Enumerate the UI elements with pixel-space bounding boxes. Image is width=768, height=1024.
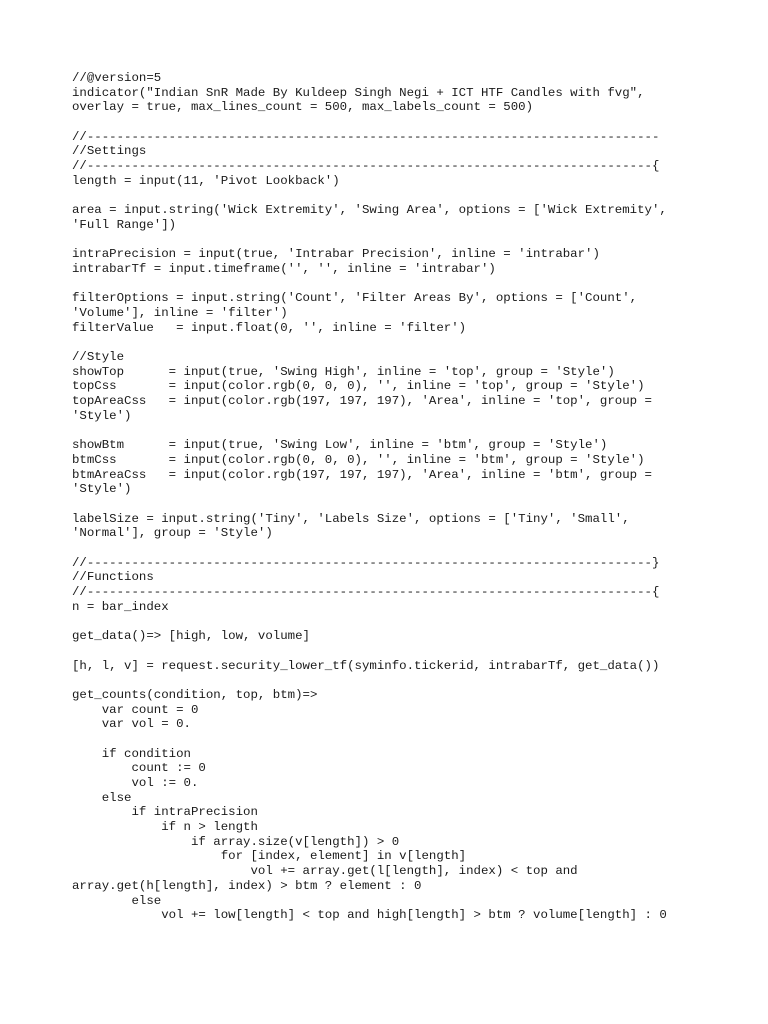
code-line: area = input.string('Wick Extremity', 'Swing Area', options = ['Wick Extremity', [72, 203, 667, 218]
code-line: vol := 0. [72, 776, 199, 790]
code-line: var vol = 0. [72, 717, 191, 732]
code-line: topCss = input(color.rgb(0, 0, 0), '', inline = 'top', group = 'Style') [72, 379, 645, 394]
code-line: [h, l, v] = request.security_lower_tf(syminfo.tickerid, intrabarTf, get_data()) [72, 658, 660, 673]
code-line: intrabarTf = input.timeframe('', '', inline = 'intrabar') [72, 261, 496, 276]
code-line: count := 0 [72, 761, 206, 776]
code-line: 'Full Range']) [72, 217, 177, 232]
code-line: vol += array.get(l[length], index) < top and [72, 864, 578, 879]
code-line: n = bar_index [72, 599, 169, 614]
code-line: labelSize = input.string('Tiny', 'Labels Size', options = ['Tiny', 'Small', [72, 511, 630, 526]
code-line [72, 614, 692, 629]
code-line [72, 732, 692, 747]
code-line: if condition [72, 746, 191, 761]
code-line: indicator("Indian SnR Made By Kuldeep Singh Negi + ICT HTF Candles with fvg", [72, 85, 645, 100]
code-line: topAreaCss = input(color.rgb(197, 197, 197), 'Area', inline = 'top', group = [72, 394, 652, 409]
code-line: intraPrecision = input(true, 'Intrabar Precision', inline = 'intrabar') [72, 247, 600, 262]
code-line: get_data()=> [high, low, volume] [72, 629, 310, 644]
code-line: //----------------------------------------------------------------------------} [72, 555, 660, 570]
code-line: length = input(11, 'Pivot Lookback') [72, 173, 340, 188]
code-line: //@version=5 [72, 71, 162, 85]
code-line: btmCss = input(color.rgb(0, 0, 0), '', inline = 'btm', group = 'Style') [72, 452, 645, 467]
code-line [72, 115, 692, 130]
code-line: overlay = true, max_lines_count = 500, max_labels_count = 500) [72, 100, 534, 115]
code-line: 'Style') [72, 408, 132, 423]
code-line: //Functions [72, 570, 154, 585]
code-line [72, 673, 692, 688]
code-line: //----------------------------------------------------------------------------{ [72, 159, 660, 174]
code-line: //Settings [72, 144, 147, 159]
code-line: 'Style') [72, 482, 132, 497]
code-line: for [index, element] in v[length] [72, 849, 467, 864]
code-line: else [72, 790, 132, 805]
code-line: //----------------------------------------------------------------------------{ [72, 585, 660, 600]
code-line [72, 233, 692, 248]
code-line [72, 424, 692, 439]
code-line: if intraPrecision [72, 805, 258, 820]
code-listing [72, 71, 692, 923]
code-line [72, 497, 692, 512]
code-line: if n > length [72, 820, 258, 835]
code-line [72, 541, 692, 556]
code-line: 'Normal'], group = 'Style') [72, 526, 273, 541]
code-line: else [72, 893, 162, 908]
code-line [72, 335, 692, 350]
code-line: if array.size(v[length]) > 0 [72, 834, 400, 849]
code-line: 'Volume'], inline = 'filter') [72, 306, 288, 320]
code-line [72, 189, 692, 204]
code-line: showBtm = input(true, 'Swing Low', inline = 'btm', group = 'Style') [72, 438, 608, 453]
code-line: array.get(h[length], index) > btm ? element : 0 [72, 878, 422, 893]
code-line: get_counts(condition, top, btm)=> [72, 687, 318, 702]
code-line: btmAreaCss = input(color.rgb(197, 197, 197), 'Area', inline = 'btm', group = [72, 467, 652, 482]
code-line [72, 644, 692, 659]
code-line: filterValue = input.float(0, '', inline = 'filter') [72, 320, 467, 335]
code-line [72, 277, 692, 292]
code-line: filterOptions = input.string('Count', 'Filter Areas By', options = ['Count', [72, 291, 638, 306]
code-line: var count = 0 [72, 702, 199, 717]
code-line: vol += low[length] < top and high[length] > btm ? volume[length] : 0 [72, 908, 667, 923]
code-line: showTop = input(true, 'Swing High', inline = 'top', group = 'Style') [72, 364, 615, 379]
code-line: //----------------------------------------------------------------------------- [72, 129, 660, 144]
code-line: //Style [72, 350, 125, 365]
